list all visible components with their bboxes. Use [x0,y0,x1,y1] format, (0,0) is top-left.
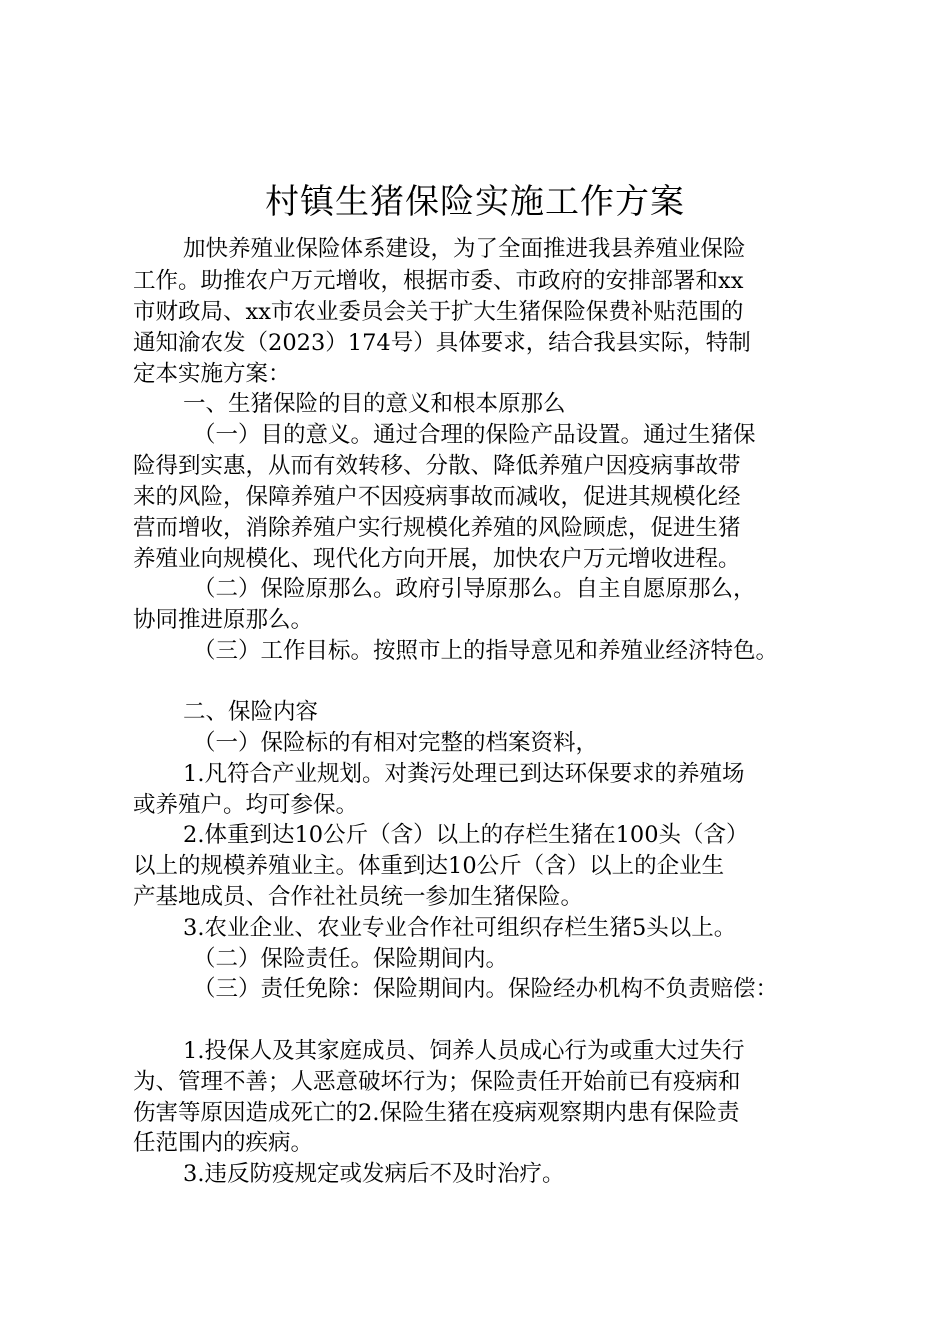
paragraph-line: 工作。助推农户万元增收，根据市委、市政府的安排部署和xx [133,268,744,294]
paragraph-line: 来的风险，保障养殖户不因疫病事故而减收，促进其规模化经 [133,484,741,510]
paragraph-line: （一）目的意义。通过合理的保险产品设置。通过生猪保 [193,422,756,448]
paragraph-line: 以上的规模养殖业主。体重到达10公斤（含）以上的企业生 [133,853,725,879]
paragraph-line: 为、管理不善；人恶意破坏行为；保险责任开始前已有疫病和 [133,1069,741,1095]
paragraph-line: 定本实施方案： [133,361,291,387]
paragraph-line: 险得到实惠，从而有效转移、分散、降低养殖户因疫病事故带 [133,453,741,479]
section-heading: 二、保险内容 [183,699,319,725]
paragraph-line: （二）保险原那么。政府引导原那么。自主自愿原那么， [193,576,756,602]
paragraph-line: 伤害等原因造成死亡的2.保险生猪在疫病观察期内患有保险责 [133,1100,740,1126]
document-title: 村镇生猪保险实施工作方案 [265,182,685,222]
paragraph-line: （二）保险责任。保险期间内。 [193,946,509,972]
list-item: 1.投保人及其家庭成员、饲养人员成心行为或重大过失行 [183,1038,745,1064]
section-heading: 一、生猪保险的目的意义和根本原那么 [183,391,566,417]
paragraph-line: 养殖业向规模化、现代化方向开展，加快农户万元增收进程。 [133,546,741,572]
paragraph-line: （三）工作目标。按照市上的指导意见和养殖业经济特色。 [193,638,779,664]
paragraph-line: 加快养殖业保险体系建设，为了全面推进我县养殖业保险 [183,236,746,262]
paragraph-line: 市财政局、xx市农业委员会关于扩大生猪保险保费补贴范围的 [133,299,744,325]
list-item: 3.农业企业、农业专业合作社可组织存栏生猪5头以上。 [183,915,737,941]
list-item: 2.体重到达10公斤（含）以上的存栏生猪在100头（含） [183,822,749,848]
paragraph-line: 营而增收，消除养殖户实行规模化养殖的风险顾虑，促进生猪 [133,515,741,541]
paragraph-line: （一）保险标的有相对完整的档案资料， [193,730,599,756]
paragraph-line: 任范围内的疾病。 [133,1130,314,1156]
paragraph-line: 产基地成员、合作社社员统一参加生猪保险。 [133,884,584,910]
paragraph-line: 通知渝农发（2023）174号）具体要求，结合我县实际，特制 [133,330,751,356]
list-item: 1.凡符合产业规划。对粪污处理已到达环保要求的养殖场 [183,761,745,787]
paragraph-line: 或养殖户。均可参保。 [133,792,359,818]
paragraph-line: （三）责任免除：保险期间内。保险经办机构不负责赔偿： [193,976,779,1002]
list-item: 3.违反防疫规定或发病后不及时治疗。 [183,1161,565,1187]
paragraph-line: 协同推进原那么。 [133,607,314,633]
